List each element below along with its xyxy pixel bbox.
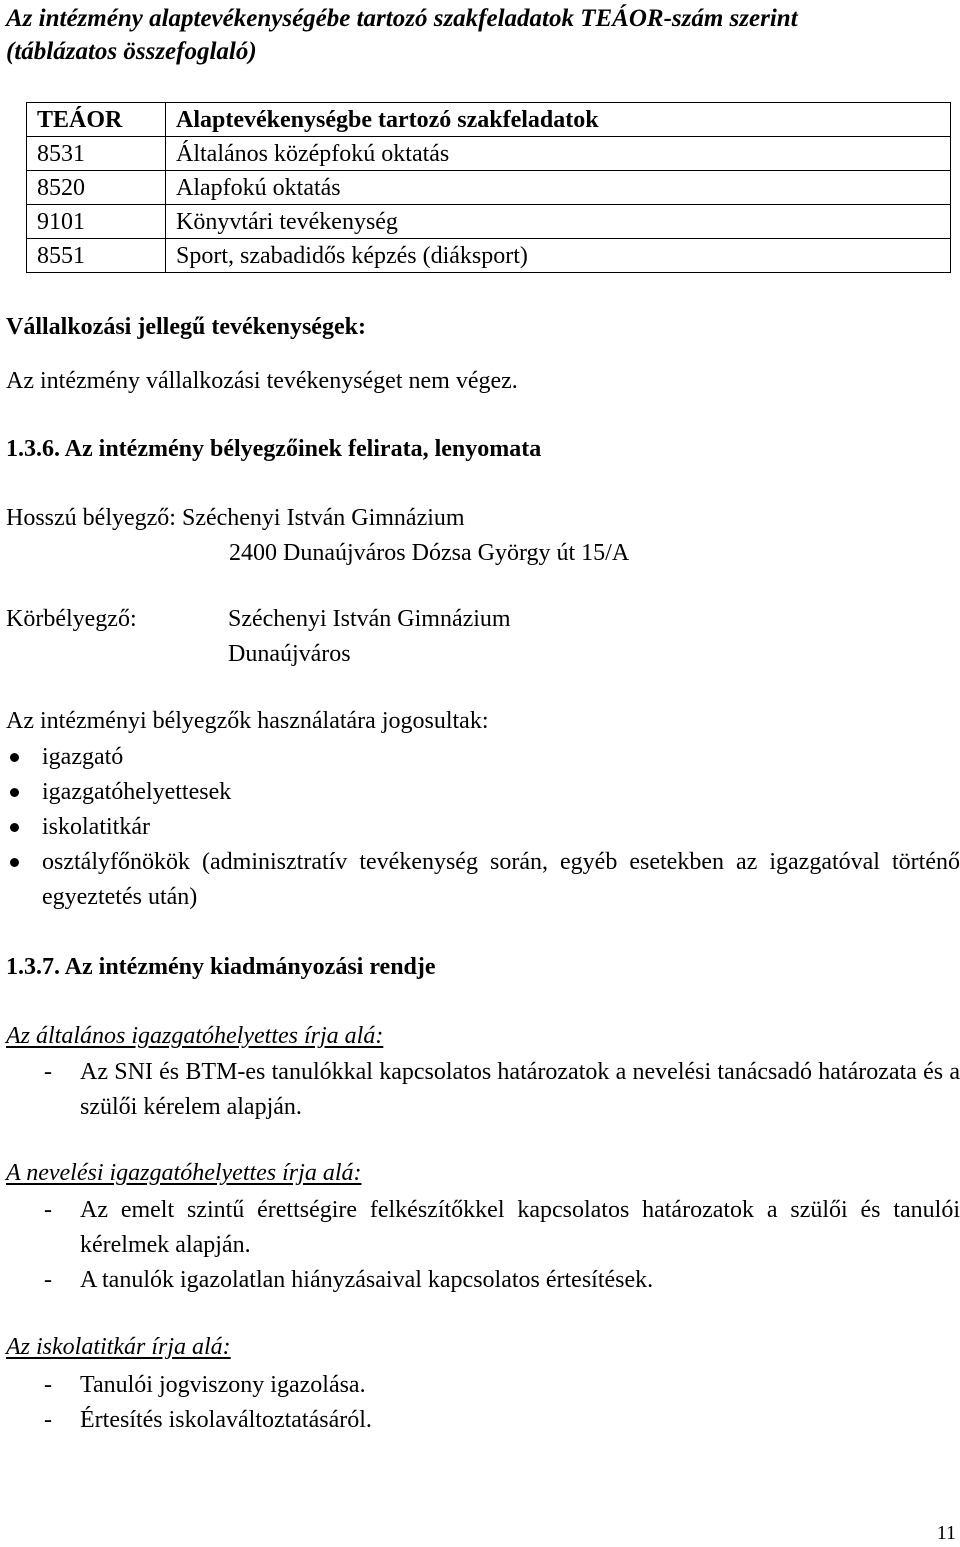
table-cell-code: 8551 [27,239,166,273]
group-title-general-deputy: Az általános igazgatóhelyettes írja alá: [6,1023,384,1049]
table-cell-code: 8531 [27,137,166,171]
table-cell-task: Könyvtári tevékenység [166,205,951,239]
group-items-secretary [6,1368,960,1438]
dash-marker: - [44,1197,52,1223]
table-row [27,137,951,171]
list-item: igazgató [6,740,960,775]
table-cell-code: 9101 [27,205,166,239]
business-heading: Vállalkozási jellegű tevékenységek: [6,314,366,340]
page-number: 11 [936,1522,956,1544]
list-item [6,1055,960,1125]
list-item-text: Értesítés iskolaváltoztatásáról. [80,1407,372,1433]
list-item [6,1368,960,1403]
round-stamp-line2: Dunaújváros [228,641,351,667]
group-items-educational-deputy [6,1193,960,1298]
list-item-text: Tanulói jogviszony igazolása. [80,1372,366,1398]
group-title-secretary: Az iskolatitkár írja alá: [6,1334,231,1360]
signing-heading: 1.3.7. Az intézmény kiadmányozási rendje [6,954,436,980]
business-text: Az intézmény vállalkozási tevékenységet nem végez. [6,368,518,394]
long-stamp-label-text: Hosszú bélyegző: [6,505,176,531]
section-title [6,2,956,68]
table-header-task: Alaptevékenységbe tartozó szakfeladatok [166,103,951,137]
list-item [6,1193,960,1263]
long-stamp-line2: 2400 Dunaújváros Dózsa György út 15/A [229,540,630,566]
section-title-line1: Az intézmény alaptevékenységébe tartozó szakfeladatok TEÁOR-szám szerint [6,5,798,32]
list-item-text: Az emelt szintű érettségire felkészítőkkel kapcsolatos határozatok a szülői és tanulói kérelmek alapján. [80,1197,960,1258]
list-item [6,1263,960,1298]
table-cell-code: 8520 [27,171,166,205]
list-item: igazgatóhelyettesek [6,775,960,810]
table-row [27,205,951,239]
authorized-intro: Az intézményi bélyegzők használatára jogosultak: [6,708,489,734]
round-stamp-line1: Széchenyi István Gimnázium [228,606,511,632]
table-cell-task: Sport, szabadidős képzés (diáksport) [166,239,951,273]
table-cell-task: Alapfokú oktatás [166,171,951,205]
list-item-text: A tanulók igazolatlan hiányzásaival kapcsolatos értesítések. [80,1267,654,1293]
table-row [27,239,951,273]
table-header-code: TEÁOR [27,103,166,137]
round-stamp-label: Körbélyegző: [6,606,137,632]
dash-marker: - [44,1407,52,1433]
dash-marker: - [44,1372,52,1398]
section-title-line2: (táblázatos összefoglaló) [6,38,257,65]
list-item: iskolatitkár [6,810,960,845]
stamps-heading: 1.3.6. Az intézmény bélyegzőinek felirata, lenyomata [6,436,542,462]
long-stamp-label [6,503,465,534]
table-cell-task: Általános középfokú oktatás [166,137,951,171]
table-row [27,171,951,205]
authorized-list [6,740,960,915]
list-item: osztályfőnökök (adminisztratív tevékenység során, egyéb esetekben az igazgatóval történő egyeztetés után) [6,845,960,915]
list-item [6,1403,960,1438]
teaor-table [26,102,951,273]
dash-marker: - [44,1267,52,1293]
dash-marker: - [44,1059,52,1085]
long-stamp-line1: Széchenyi István Gimnázium [181,505,465,531]
table-header-row [27,103,951,137]
group-title-educational-deputy: A nevelési igazgatóhelyettes írja alá: [6,1160,362,1186]
group-items-general-deputy [6,1055,960,1125]
list-item-text: Az SNI és BTM-es tanulókkal kapcsolatos határozatok a nevelési tanácsadó határozata és a szülői kérelem alapján. [80,1059,960,1120]
